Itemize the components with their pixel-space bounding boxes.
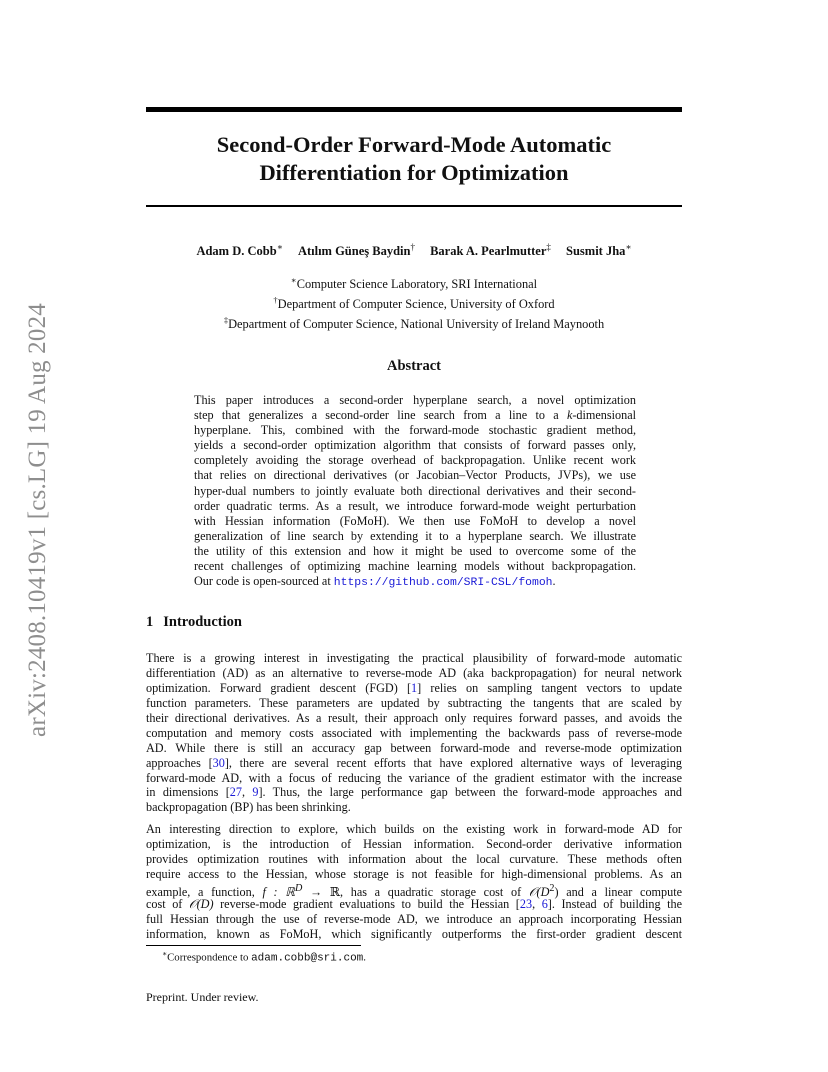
- abstract-line: recent challenges of optimizing machine learning models without backpropagation.: [194, 559, 636, 574]
- intro-line: their directional derivatives. As a result, their approach only requires forward passes, and avoids the: [146, 710, 682, 725]
- intro-line: approaches [30], there are several recent efforts that have explored alternative ways of leveraging: [146, 755, 682, 770]
- abstract-line: hyper-dual numbers to jointly evaluate both directional derivatives and their second-: [194, 483, 636, 498]
- abstract-line: the utility of this extension and how it might be used to overcome some of the: [194, 543, 636, 558]
- author: Susmit Jha∗: [566, 242, 632, 259]
- abstract-line: step that generalizes a second-order line search from a line to a k-dimensional: [194, 408, 636, 423]
- affiliation: †Department of Computer Science, University of Oxford: [273, 295, 555, 312]
- citation-link[interactable]: 1: [411, 680, 418, 695]
- intro-line: optimization. Forward gradient descent (FGD) [1] relies on sampling tangent vectors to update: [146, 680, 682, 695]
- arxiv-identifier: arXiv:2408.10419v1 [cs.LG] 19 Aug 2024: [24, 303, 52, 737]
- abstract-line: yields a second-order optimization algorithm that consists of forward passes only,: [194, 438, 636, 453]
- citation-link[interactable]: 9: [252, 785, 259, 800]
- author: Adam D. Cobb∗: [196, 242, 283, 259]
- citation-link[interactable]: 6: [541, 897, 548, 911]
- title-top-rule: [146, 107, 682, 112]
- abstract-heading: Abstract: [387, 358, 441, 374]
- abstract-line: order quadratic terms. As a result, we introduce forward-mode weight perturbation: [194, 498, 636, 513]
- abstract-line: hyperplane. This, combined with the forward-mode stochastic gradient method,: [194, 423, 636, 438]
- intro-line: differentiation (AD) as an alternative to reverse-mode AD (aka backpropagation) for neural network: [146, 665, 682, 680]
- compute-cost-math: 𝒪(D): [188, 897, 214, 911]
- intro-line: in dimensions [27, 9]. Thus, the large performance gap between the forward-mode approaches and: [146, 785, 683, 800]
- intro-line: forward-mode AD, with a focus of reducing the variance of the gradient estimator with the increase: [146, 770, 682, 785]
- section-heading-introduction: 1 Introduction: [146, 614, 242, 630]
- preprint-notice: Preprint. Under review.: [146, 990, 259, 1004]
- paper-title: [146, 131, 682, 187]
- storage-cost-math: 𝒪(D: [528, 885, 550, 900]
- abstract-line: This paper introduces a second-order hyperplane search, a novel optimization: [194, 393, 636, 407]
- citation-link[interactable]: 27: [229, 785, 242, 800]
- affiliation-list: [146, 272, 682, 332]
- author: Barak A. Pearlmutter‡: [430, 242, 551, 259]
- author: Atılım Güneş Baydin†: [297, 242, 415, 259]
- affiliation: ‡Department of Computer Science, National University of Ireland Maynooth: [223, 315, 605, 332]
- intro-line: An interesting direction to explore, which builds on the existing work in forward-mode AD for: [146, 822, 682, 837]
- intro-line: provides optimization routines with information about the local curvature. These methods often: [146, 852, 682, 867]
- abstract-line: that relies on directional derivatives (or Jacobian–Vector Products, JVPs), we use: [194, 468, 636, 483]
- abstract-line: completely avoiding the storage overhead of backpropagation. Unlike recent work: [194, 453, 636, 468]
- intro-line: full Hessian through the use of reverse-mode AD, we introduce an approach incorporating Hessian: [146, 911, 682, 926]
- intro-line: example, a function, f : ℝ$^D$ → ℝ, has a quadratic storage cost of $𝒪(D^2)$ and a linear compute: [146, 883, 682, 900]
- abstract-line: Our code is open-sourced at https://github.com/SRI-CSL/fomoh.: [194, 574, 556, 590]
- abstract-line: with Hessian information (FoMoH). We then use FoMoH to develop a novel: [194, 513, 636, 528]
- intro-line: computation and memory costs associated with implementing the backwards pass of reverse-mode: [146, 725, 682, 740]
- intro-line: require access to the Hessian, whose storage is not feasible for high-dimensional problems. As an: [146, 867, 682, 882]
- function-math: f : ℝ: [262, 885, 295, 900]
- abstract-body: [194, 393, 636, 589]
- citation-link[interactable]: 30: [212, 755, 225, 770]
- footnote-rule: [146, 945, 361, 946]
- intro-line: information, known as FoMoH, which significantly outperforms the first-order gradient descent: [146, 926, 682, 941]
- arxiv-stamp: [26, 280, 50, 760]
- footnote: ∗Correspondence to adam.cobb@sri.com.: [162, 949, 366, 965]
- affiliation: ∗Computer Science Laboratory, SRI International: [290, 275, 538, 292]
- citation-link[interactable]: 23: [519, 897, 533, 911]
- title-line-2: Differentiation for Optimization: [259, 160, 569, 185]
- intro-line: AD. While there is still an accuracy gap between forward-mode and reverse-mode optimization: [146, 740, 682, 755]
- intro-line: There is a growing interest in investigating the practical plausibility of forward-mode automatic: [146, 651, 682, 665]
- intro-line: function parameters. These parameters are updated by subtracting the tangents that are scaled by: [146, 695, 682, 710]
- intro-line: cost of 𝒪(D) reverse-mode gradient evaluations to build the Hessian [23, 6]. Instead of building the: [146, 897, 683, 911]
- correspondence-email: adam.cobb@sri.com: [251, 952, 364, 965]
- intro-line: optimization, is the introduction of Hessian information. Second-order derivative information: [146, 837, 682, 852]
- k-symbol: k: [566, 408, 573, 423]
- abstract-line: generalization of line search by extending it to a hyperplane search. We illustrate: [194, 528, 636, 543]
- introduction-body: [146, 651, 682, 942]
- title-bottom-rule: [146, 205, 682, 207]
- intro-line: backpropagation (BP) has been shrinking.: [146, 800, 351, 815]
- title-line-1: Second-Order Forward-Mode Automatic: [216, 132, 612, 157]
- author-list: [146, 242, 682, 259]
- code-repository-link[interactable]: https://github.com/SRI-CSL/fomoh: [333, 577, 553, 590]
